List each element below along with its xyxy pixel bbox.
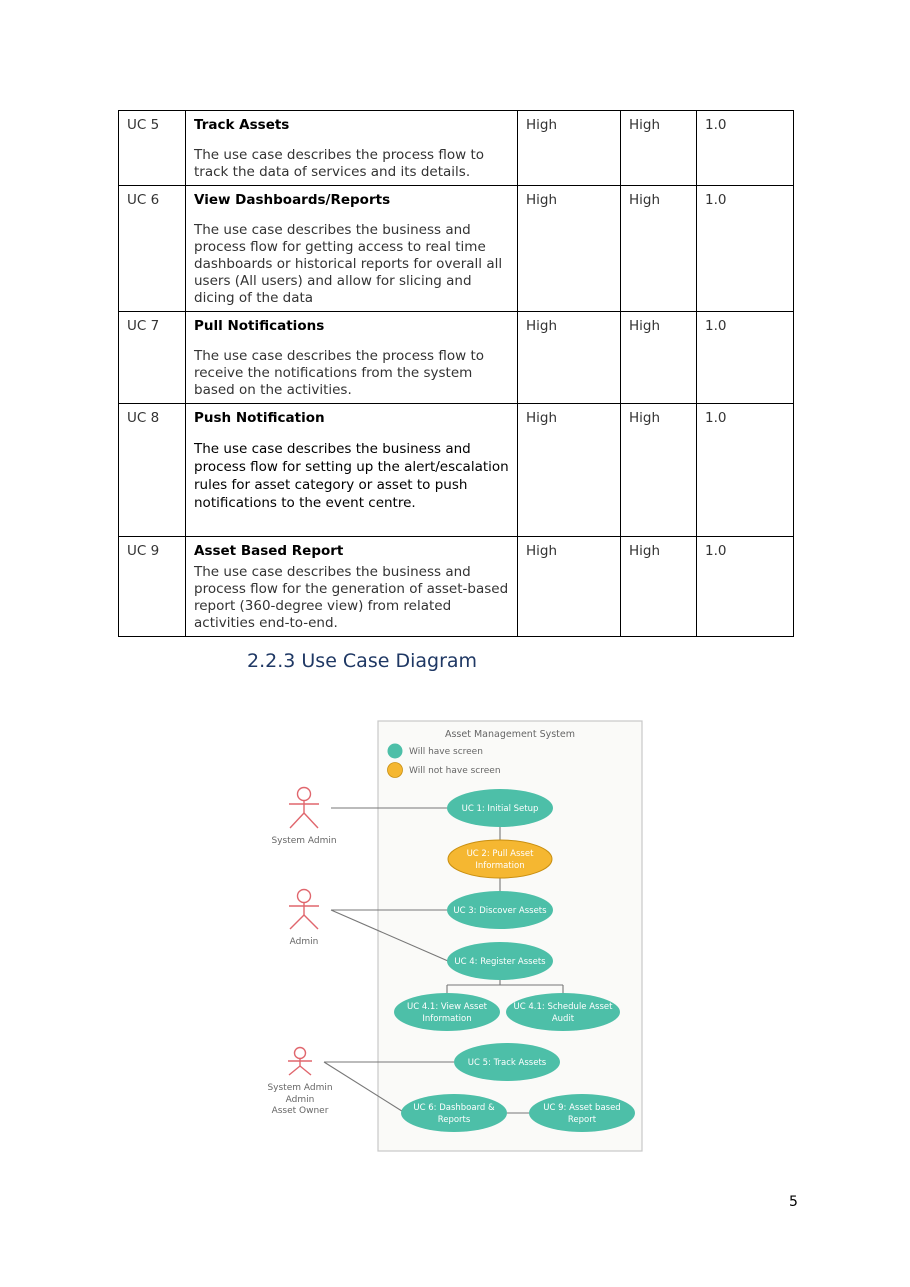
system-boundary [378, 721, 642, 1151]
use-case-diagram [255, 715, 655, 1160]
actor-admin-label: Admin [289, 937, 319, 947]
uc-version: 1.0 [697, 111, 794, 186]
legend-no-screen-swatch [388, 763, 403, 778]
uc-version: 1.0 [697, 312, 794, 404]
uc-priority: High [518, 404, 621, 537]
uc-id: UC 5 [119, 111, 186, 186]
uc-priority: High [518, 537, 621, 637]
legend-screen-label: Will have screen [409, 747, 483, 757]
uc9-label-2: Report [567, 1115, 597, 1125]
actor-system-admin-label: System Admin [271, 836, 337, 846]
uc41-schedule-label-2: Audit [551, 1014, 575, 1024]
table-row [119, 111, 794, 186]
uc-description-cell [186, 111, 518, 186]
uc2-label-1: UC 2: Pull Asset [466, 849, 534, 859]
uc-complexity: High [621, 186, 697, 312]
use-case-table [118, 110, 794, 637]
uc-title: Push Notification [194, 410, 325, 426]
uc-id: UC 8 [119, 404, 186, 537]
actor-multi-role-label-3: Asset Owner [271, 1106, 329, 1116]
uc-title: View Dashboards/Reports [194, 192, 391, 208]
uc-complexity: High [621, 312, 697, 404]
uc41-schedule-label-1: UC 4.1: Schedule Asset [513, 1002, 613, 1012]
use-case-uc5 [454, 1043, 560, 1081]
uc41-view-label-1: UC 4.1: View Asset [406, 1002, 488, 1012]
uc-id: UC 9 [119, 537, 186, 637]
uc-id: UC 6 [119, 186, 186, 312]
uc5-label: UC 5: Track Assets [467, 1058, 547, 1068]
actor-multi-role-label-2: Admin [285, 1095, 315, 1105]
uc-complexity: High [621, 537, 697, 637]
table-row [119, 186, 794, 312]
uc1-label: UC 1: Initial Setup [461, 804, 539, 814]
actor-multi-role-label-1: System Admin [267, 1083, 333, 1093]
uc3-label: UC 3: Discover Assets [453, 906, 547, 916]
uc-id: UC 7 [119, 312, 186, 404]
uc-version: 1.0 [697, 537, 794, 637]
uc-description: The use case describes the process flow to track the data of services and its details. [194, 147, 485, 180]
table-row [119, 537, 794, 637]
uc-description-cell [186, 537, 518, 637]
section-heading: 2.2.3 Use Case Diagram [247, 650, 478, 672]
use-case-uc6 [401, 1094, 507, 1132]
table-row [119, 404, 794, 537]
uc-priority: High [518, 312, 621, 404]
legend-screen-swatch [388, 744, 403, 759]
use-case-uc4 [447, 942, 553, 980]
use-case-uc2 [448, 840, 552, 878]
uc-description: The use case describes the business and process flow for setting up the alert/escalation rules for asset category or asset to push notifications to the event centre. [194, 441, 509, 511]
table-row [119, 312, 794, 404]
page-number: 5 [789, 1194, 798, 1210]
uc-description-cell [186, 312, 518, 404]
use-case-uc3 [447, 891, 553, 929]
uc-complexity: High [621, 111, 697, 186]
uc-priority: High [518, 111, 621, 186]
actor-multi-role-icon [288, 1048, 312, 1076]
uc-version: 1.0 [697, 404, 794, 537]
uc6-label-2: Reports [437, 1115, 471, 1125]
use-case-uc1 [447, 789, 553, 827]
actor-admin-icon [289, 890, 319, 930]
legend-no-screen-label: Will not have screen [409, 766, 501, 776]
use-case-uc41-view [394, 993, 500, 1031]
uc9-label-1: UC 9: Asset based [543, 1103, 621, 1113]
uc-priority: High [518, 186, 621, 312]
uc-description: The use case describes the process flow to receive the notifications from the system based on the activities. [194, 348, 485, 398]
uc-description: The use case describes the business and process flow for getting access to real time dashboards or historical reports for overall all users (All users) and allow for slicing and dicing of the data [194, 222, 503, 306]
uc-title: Pull Notifications [194, 318, 325, 334]
use-case-uc41-schedule [506, 993, 620, 1031]
uc-title: Track Assets [194, 117, 290, 133]
uc-description-cell [186, 404, 518, 537]
uc-complexity: High [621, 404, 697, 537]
use-case-uc9 [529, 1094, 635, 1132]
actor-system-admin-icon [289, 788, 319, 829]
uc4-label: UC 4: Register Assets [454, 957, 546, 967]
uc-version: 1.0 [697, 186, 794, 312]
uc-description-cell [186, 186, 518, 312]
uc41-view-label-2: Information [422, 1014, 472, 1024]
uc2-label-2: Information [475, 861, 525, 871]
uc-description: The use case describes the business and process flow for the generation of asset-based report (360-degree view) from related activities end-to-end. [194, 564, 509, 631]
uc-title: Asset Based Report [194, 543, 344, 559]
uc6-label-1: UC 6: Dashboard & [413, 1103, 495, 1113]
system-title: Asset Management System [444, 729, 576, 740]
